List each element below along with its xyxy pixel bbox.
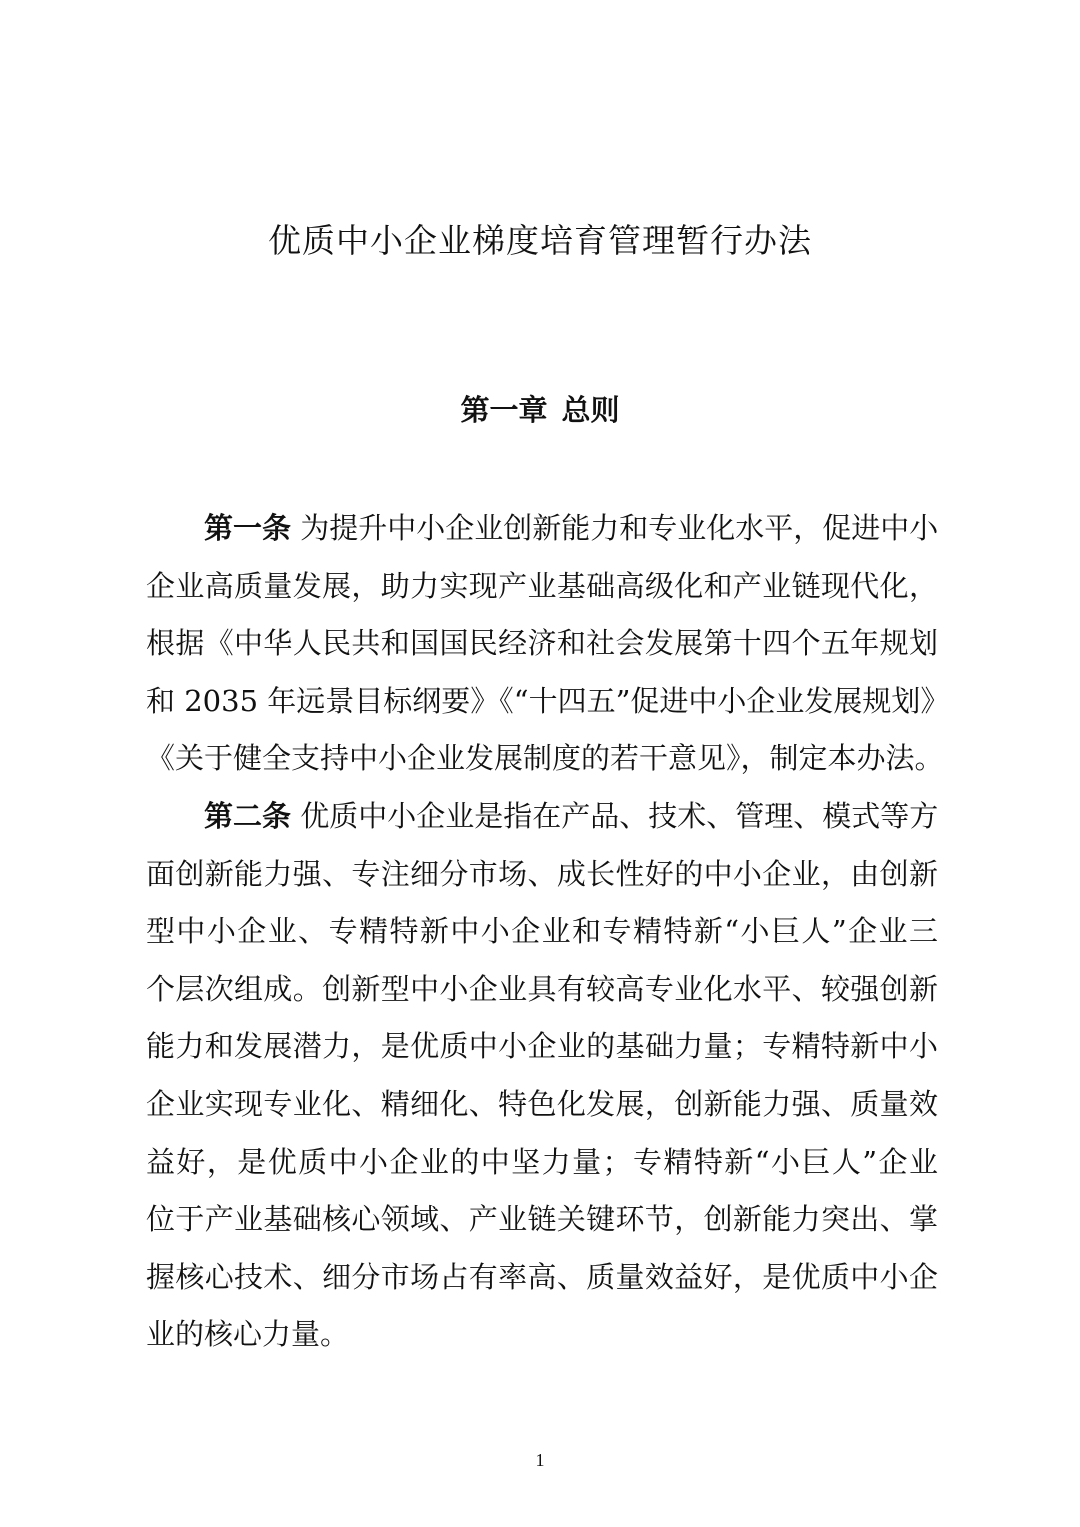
article-1-line-2: 企业高质量发展，助力实现产业基础高级化和产业链现代化， (146, 568, 938, 603)
article-2-line-5: 能力和发展潜力，是优质中小企业的基础力量；专精特新中小 (146, 1029, 938, 1064)
article-2-line-2: 面创新能力强、专注细分市场、成长性好的中小企业，由创新 (146, 856, 938, 891)
document-body (146, 500, 950, 1364)
article-2-text: 优质中小企业是指在产品、技术、管理、模式等方 (300, 798, 939, 833)
article-2-heading: 第二条 (204, 798, 292, 833)
article-1-line-3: 根据《中华人民共和国国民经济和社会发展第十四个五年规划 (146, 626, 938, 661)
article-2-line-6: 企业实现专业化、精细化、特色化发展，创新能力强、质量效 (146, 1086, 938, 1121)
article-1 (146, 500, 950, 788)
chapter-name: 总则 (561, 393, 620, 427)
article-2-line-8: 位于产业基础核心领域、产业链关键环节，创新能力突出、掌 (146, 1202, 938, 1237)
chapter-title (0, 390, 1080, 430)
article-2-line-9: 握核心技术、细分市场占有率高、质量效益好，是优质中小企 (146, 1259, 938, 1294)
article-2-line-7: 益好，是优质中小企业的中坚力量；专精特新“小巨人”企业 (146, 1144, 938, 1179)
article-1-text: 为提升中小企业创新能力和专业化水平，促进中小 (300, 511, 939, 545)
document-title: 优质中小企业梯度培育管理暂行办法 (268, 221, 812, 260)
chapter-label: 第一章 (460, 393, 548, 427)
article-2-line-4: 个层次组成。创新型中小企业具有较高专业化水平、较强创新 (146, 971, 938, 1006)
article-1-line-4: 和 2035 年远景目标纲要》《“十四五”促进中小企业发展规划》 (146, 683, 950, 718)
article-1-line-1 (146, 500, 938, 558)
article-1-line-5: 《关于健全支持中小企业发展制度的若干意见》，制定本办法。 (146, 741, 944, 776)
page-number: 1 (535, 1450, 545, 1470)
article-2-line-10: 业的核心力量。 (146, 1317, 350, 1352)
article-2-line-1 (146, 788, 938, 846)
article-2 (146, 788, 938, 1364)
article-1-heading: 第一条 (204, 511, 292, 545)
article-2-line-3: 型中小企业、专精特新中小企业和专精特新“小巨人”企业三 (146, 914, 938, 949)
